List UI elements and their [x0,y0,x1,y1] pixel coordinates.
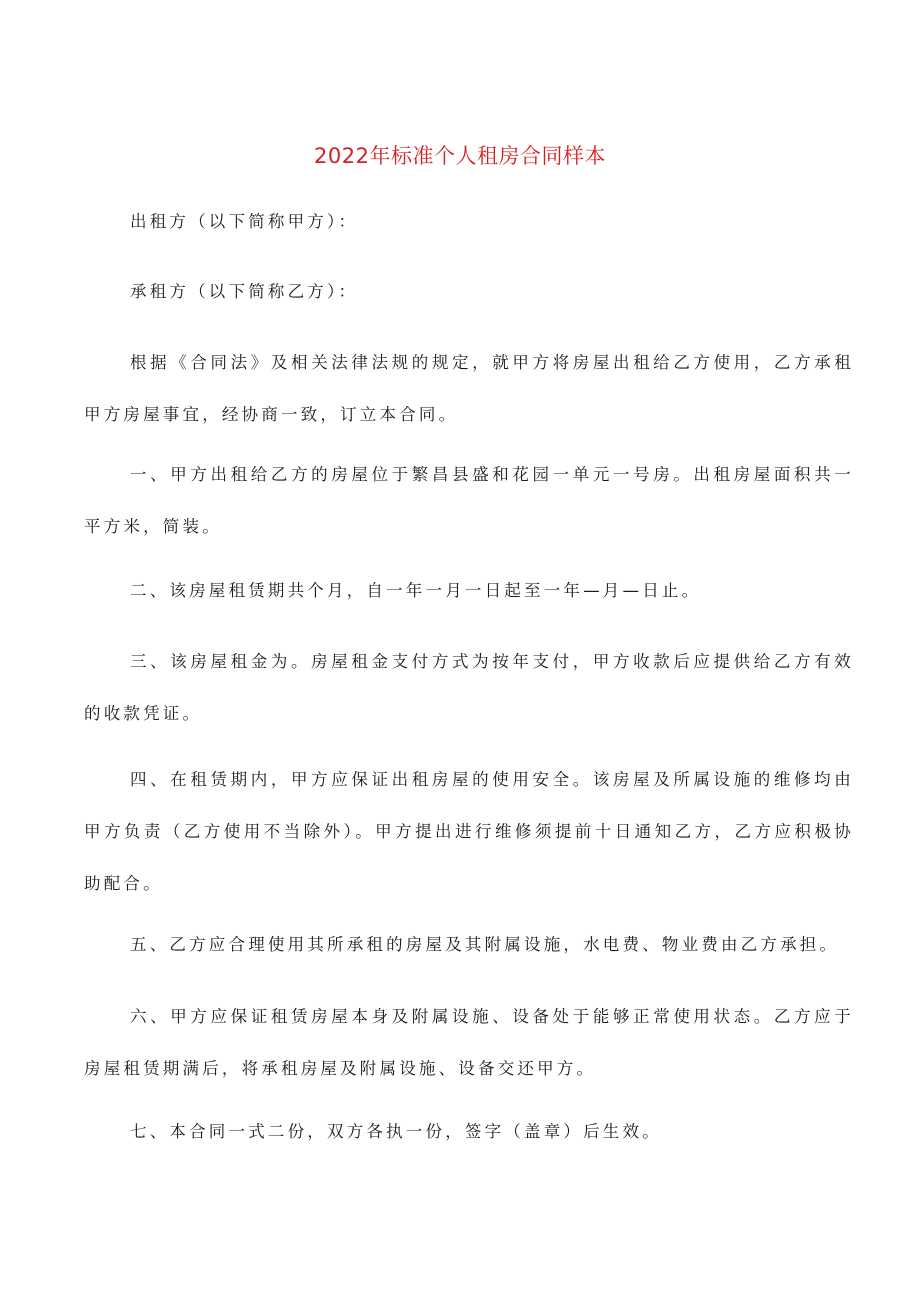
paragraph-party-b: 承租方（以下简称乙方）： [130,282,359,301]
paragraph-party-a: 出租方（以下简称甲方）： [130,212,359,231]
paragraph-article-1: 一、甲方出租给乙方的房屋位于繁昌县盛和花园一单元一号房。出租房屋面积共一平方米，简装。 [84,465,854,536]
paragraph-article-6: 六、甲方应保证租赁房屋本身及附属设施、设备处于能够正常使用状态。乙方应于房屋租赁期满后，将承租房屋及附属设施、设备交还甲方。 [84,1007,854,1078]
paragraph-article-7: 七、本合同一式二份，双方各执一份，签字（盖章）后生效。 [130,1122,662,1141]
paragraph-article-3: 三、该房屋租金为。房屋租金支付方式为按年支付，甲方收款后应提供给乙方有效的收款凭证。 [84,652,854,723]
paragraph-article-4: 四、在租赁期内，甲方应保证出租房屋的使用安全。该房屋及所属设施的维修均由甲方负责（乙方使用不当除外）。甲方提出进行维修须提前十日通知乙方，乙方应积极协助配合。 [84,770,854,893]
paragraph-article-2: 二、该房屋租赁期共个月，自一年一月一日起至一年—月—日止。 [130,581,702,600]
paragraph-intro: 根据《合同法》及相关法律法规的规定，就甲方将房屋出租给乙方使用，乙方承租甲方房屋事宜，经协商一致，订立本合同。 [84,353,854,424]
paragraph-article-5: 五、乙方应合理使用其所承租的房屋及其附属设施，水电费、物业费由乙方承担。 [130,935,840,954]
document-title: 2022年标准个人租房合同样本 [314,144,606,168]
